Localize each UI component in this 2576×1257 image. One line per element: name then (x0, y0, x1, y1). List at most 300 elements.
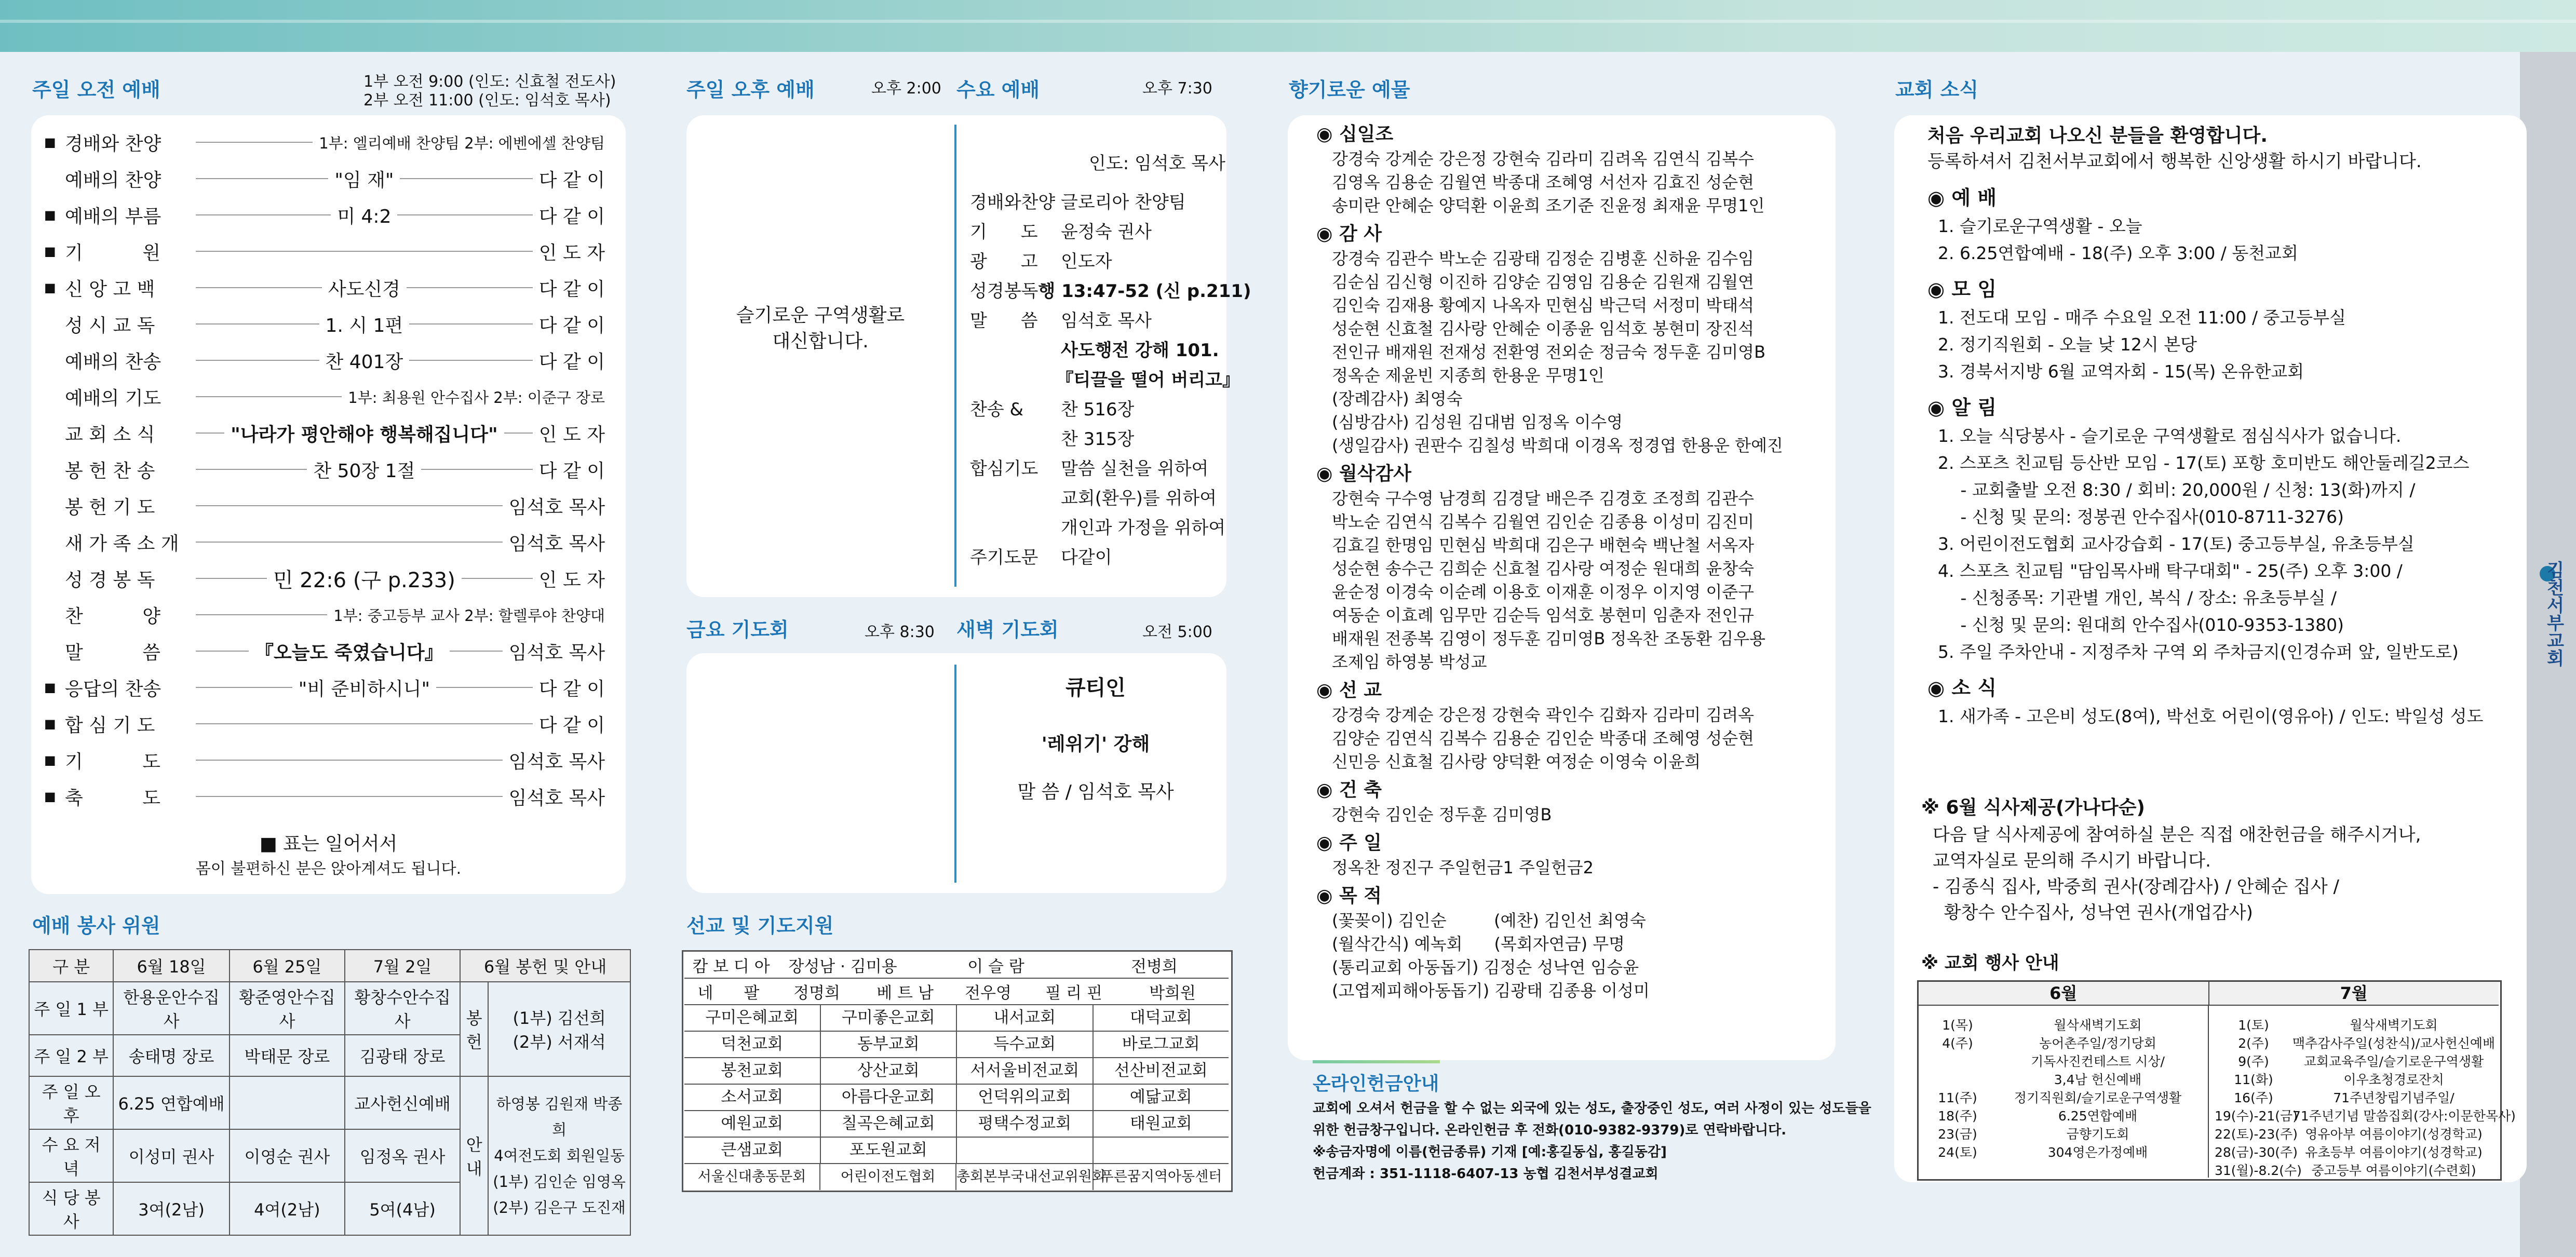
event-date: 23(금) (1938, 1127, 1977, 1142)
wed-row (970, 543, 1240, 569)
offering-names: (월삭간식) 예녹회 (목회자연금) 무명 (1332, 934, 1625, 954)
wed-row (970, 277, 1251, 302)
st-head: 7월 2일 (345, 950, 460, 982)
mission-church: 구미은혜교회 (684, 1005, 821, 1031)
event-name: 영유아부 여름이야기(성경학교) (2305, 1127, 2483, 1142)
event-name: 월삭새벽기도회 (2054, 1018, 2142, 1033)
am-seated-note: 몸이 불편하신 분은 앉아계셔도 됩니다. (195, 860, 462, 878)
wed-row (970, 513, 1240, 539)
st-cell: 황창수안수집사 (345, 982, 460, 1035)
order-leader-line (196, 142, 313, 143)
mission-church: 서서울비전교회 (957, 1058, 1094, 1084)
mission-cell: 박희원 (1149, 984, 1196, 1003)
order-leader-line (400, 178, 532, 179)
offering-group-title (1316, 119, 1393, 146)
order-leader: 임석호 목사 (508, 642, 605, 664)
wed-key: 성경봉독 (970, 281, 1039, 302)
events-divider (2208, 1005, 2209, 1178)
mission-org: 어린이전도협회 (820, 1164, 956, 1190)
order-content: "비 준비하시니" (298, 678, 430, 700)
news-section-name: 소 식 (1951, 677, 1997, 699)
wed-value: 다같이 (1061, 547, 1112, 568)
wednesday-time: 오후 7:30 (1142, 79, 1212, 98)
order-bullet: ■ (44, 680, 56, 695)
order-leader-line (196, 542, 503, 543)
missions-title: 선교 및 기도지원 (686, 914, 834, 937)
order-leader-line (196, 614, 327, 615)
order-leader-line (462, 578, 533, 579)
order-content: 미 4:2 (337, 206, 392, 227)
missions-row (684, 1085, 1229, 1111)
order-content: 찬 50장 1절 (313, 460, 415, 482)
wed-key: 기 도 (970, 222, 1038, 242)
st-head: 6월 18일 (113, 950, 230, 982)
news-item: 2. 스포츠 친교팀 등산반 모임 - 17(토) 포항 호미반도 해안둘레길2코스 (1938, 453, 2470, 473)
news-item: 2. 정기직원회 - 오늘 낮 12시 본당 (1938, 334, 2197, 355)
event-date: 31(월)-8.2(수) (2215, 1163, 2302, 1178)
mission-cell: 캄 보 디 아 (692, 957, 770, 976)
wed-key (970, 513, 1061, 539)
order-row (44, 453, 605, 486)
event-name: 금향기도회 (2066, 1127, 2129, 1142)
wed-row (970, 484, 1240, 509)
offering-group-name: 건 축 (1339, 779, 1382, 801)
st-guide-2: 4여전도회 회원일동 (494, 1147, 625, 1165)
order-leader-line (421, 469, 532, 470)
offering-names: (생일감사) 권판수 김칠성 박희대 이경옥 정경엽 한용운 한예진 (1332, 436, 1783, 455)
st-offering-1: (1부) 김선희 (512, 1008, 606, 1028)
order-row (44, 344, 605, 377)
event-name: 이우초청경로잔치 (2343, 1072, 2444, 1087)
order-bullet: ■ (44, 789, 56, 804)
order-leader-line (196, 760, 503, 761)
top-banner (0, 0, 2576, 52)
offering-names: 김인숙 김재용 황예지 나옥자 민현심 박근덕 서정미 박태석 (1332, 295, 1755, 315)
order-leader: 1부: 엘리예배 찬양팀 2부: 에벤에셀 찬양팀 (319, 134, 605, 152)
service-team-title: 예배 봉사 위원 (32, 914, 160, 937)
wednesday-title: 수요 예배 (956, 78, 1040, 101)
offering-names: (고엽제피해아동돕기) 김광태 김종용 이성미 (1332, 981, 1650, 1001)
friday-title: 금요 기도회 (686, 618, 789, 641)
order-content: 1. 시 1편 (325, 315, 403, 336)
mission-church: 상산교회 (821, 1058, 957, 1084)
mission-church: 대덕교회 (1129, 1008, 1192, 1027)
meal-line: 교역자실로 문의해 주시기 바랍니다. (1933, 850, 2211, 871)
offering-names: 성순현 신효철 김사랑 안혜순 이종윤 임석호 봉현미 장진석 (1332, 319, 1755, 339)
news-item: 3. 어린이전도협회 교사강습회 - 17(토) 중고등부실, 유초등부실 (1938, 534, 2415, 554)
offering-names: 김영옥 김용순 김월연 박종대 조혜영 서선자 김효진 성순현 (1332, 172, 1755, 192)
sunday-am-title: 주일 오전 예배 (32, 78, 160, 101)
meal-line: 황창수 안수집사, 성낙연 권사(개업감사) (1933, 902, 2253, 923)
online-account: 헌금계좌 : 351-1118-6407-13 농협 김천서부성결교회 (1313, 1166, 1658, 1182)
wednesday-leader: 인도: 임석호 목사 (1089, 153, 1225, 174)
order-leader-line (196, 178, 328, 179)
order-leader-line (196, 578, 267, 579)
st-head: 구 분 (29, 950, 113, 982)
st-guide-3: (1부) 김인순 임영옥 (493, 1173, 626, 1191)
meal-line: - 김종식 집사, 박중희 권사(장례감사) / 안혜순 집사 / (1933, 876, 2340, 897)
order-leader-line (196, 432, 224, 434)
offering-names: 조제임 하영봉 박성교 (1332, 652, 1487, 672)
offering-group-name: 감 사 (1339, 223, 1382, 245)
st-head: 6월 25일 (230, 950, 345, 982)
st-offering-2: (2부) 서재석 (512, 1032, 606, 1052)
mission-org: 총회본부국내선교위원회 (956, 1164, 1094, 1190)
news-title: 교회 소식 (1895, 78, 1979, 101)
news-section-name: 예 배 (1951, 186, 1997, 209)
event-name: 3,4남 헌신예배 (2054, 1072, 2142, 1087)
sunday-am-time1: 1부 오전 9:00 (인도: 신효철 전도사) (363, 73, 616, 91)
event-date: 4(주) (1942, 1036, 1973, 1051)
event-name: 71주년창립기념주일/ (2333, 1090, 2454, 1105)
mission-cell: 네 팔 (697, 984, 760, 1003)
sunday-pm-title: 주일 오후 예배 (686, 78, 815, 101)
wed-key (970, 484, 1061, 509)
news-section-head (1927, 391, 1997, 420)
event-date: 24(토) (1938, 1145, 1977, 1160)
order-row (44, 380, 605, 413)
online-title-accent (1313, 1060, 1440, 1063)
order-leader: 다 같 이 (538, 315, 605, 336)
missions-row (684, 979, 1229, 1005)
st-head: 6월 봉헌 및 안내 (460, 950, 630, 982)
events-july-head: 7월 (2340, 983, 2368, 1003)
news-section-name: 모 임 (1951, 278, 1997, 301)
news-item: 5. 주일 주차안내 - 지정주차 구역 외 주차금지(인경슈퍼 앞, 일반도로) (1938, 642, 2459, 662)
dawn-line1: 큐티인 (1066, 676, 1126, 700)
top-banner-stripe (0, 20, 2576, 23)
news-item: 3. 경북서지방 6월 교역자회 - 15(목) 온유한교회 (1938, 361, 2304, 382)
bullet-circle-icon: ◉ (1927, 677, 1952, 699)
order-label: 봉 헌 찬 송 (65, 460, 155, 482)
event-name: 304영은가정예배 (2047, 1145, 2148, 1160)
news-item: - 신청 및 문의: 원대희 안수집사(010-9353-1380) (1944, 615, 2344, 635)
event-name: 정기직원회/슬기로운구역생활 (2014, 1090, 2182, 1105)
st-cell: 수 요 저 녁 (29, 1129, 113, 1182)
order-leader-line (436, 687, 533, 688)
welcome-line1: 처음 우리교회 나오신 분들을 환영합니다. (1927, 125, 2268, 146)
offering-names: 김순심 김신형 이진하 김양순 김영임 김용순 김원재 김월연 (1332, 272, 1755, 292)
order-row (44, 707, 605, 740)
mission-cell: 필 리 핀 (1045, 984, 1102, 1003)
order-bullet: ■ (44, 753, 56, 767)
event-date: 9(주) (2238, 1054, 2269, 1069)
wed-value: 찬 315장 (1061, 429, 1135, 450)
st-cell: 송태명 장로 (113, 1035, 230, 1076)
event-name: 기독사진컨테스트 시상/ (2031, 1054, 2165, 1069)
order-label: 예배의 부름 (65, 206, 161, 227)
order-leader-line (196, 214, 331, 215)
events-header (1919, 982, 2499, 1006)
sunday-pm-body2: 대신합니다. (772, 331, 869, 352)
order-bullet: ■ (44, 244, 56, 259)
pm-wed-divider (954, 125, 956, 587)
order-row (44, 780, 605, 813)
offering-group-title (1316, 828, 1382, 855)
wed-key: 광 고 (970, 251, 1038, 272)
event-date: 1(토) (2238, 1018, 2269, 1033)
st-cell: 5여(4남) (345, 1182, 460, 1235)
order-label: 예배의 찬송 (65, 351, 161, 373)
order-leader-line (397, 214, 532, 215)
missions-row (684, 952, 1229, 979)
news-section-head (1927, 672, 1997, 700)
order-label: 예배의 찬양 (65, 169, 161, 191)
mission-cell: 전병희 (1131, 957, 1178, 976)
wed-row (970, 454, 1240, 480)
offering-names: 정옥순 제윤빈 지종희 한용운 무명1인 (1332, 366, 1604, 385)
offerings-title: 향기로운 예물 (1289, 78, 1410, 101)
missions-row (684, 1138, 1229, 1164)
wed-key (970, 366, 1056, 391)
event-name: 농어촌주일/정기당회 (2039, 1036, 2156, 1051)
offering-names: 신민응 신효철 김사랑 양덕환 여정순 이영숙 이윤희 (1332, 752, 1701, 772)
church-side-title: 김천서부교회 (2543, 561, 2564, 667)
order-content: 『오늘도 죽였습니다』 (254, 642, 443, 664)
offering-group-name: 목 적 (1339, 885, 1382, 907)
wed-value: 말씀 실천을 위하여 (1061, 458, 1209, 479)
st-cell: 주 일 2 부 (29, 1035, 113, 1076)
order-leader: 다 같 이 (538, 206, 605, 227)
offering-names: 강경숙 강계순 강은정 강현숙 곽인수 김화자 김라미 김려옥 (1332, 705, 1755, 725)
offering-names: 김효길 한명임 민현심 박희대 김은구 배현숙 백난철 서옥자 (1332, 535, 1755, 555)
sunday-pm-body1: 슬기로운 구역생활로 (736, 305, 905, 326)
wed-value: 『티끌을 떨어 버리고』 (1056, 370, 1240, 390)
offering-group-title (1316, 675, 1382, 702)
st-cell: 6.25 연합예배 (113, 1076, 230, 1129)
order-leader: 1부: 중고등부 교사 2부: 할렐루야 찬양대 (333, 606, 605, 625)
wed-key: 경배와찬양 (970, 192, 1056, 213)
order-label: 새 가 족 소 개 (65, 533, 179, 555)
mission-church: 내서교회 (957, 1005, 1094, 1031)
offering-group-title (1316, 881, 1382, 908)
order-label: 축 도 (65, 787, 160, 809)
news-item: - 교회출발 오전 8:30 / 회비: 20,000원 / 신청: 13(화)까지 / (1944, 480, 2416, 500)
order-row (44, 562, 605, 595)
wed-value: 인도자 (1061, 251, 1112, 272)
news-item: 2. 6.25연합예배 - 18(주) 오후 3:00 / 동천교회 (1938, 243, 2298, 263)
order-leader-line (196, 723, 533, 724)
order-label: 응답의 찬송 (65, 678, 161, 700)
mission-church (1094, 1138, 1229, 1163)
mission-church: 평택수정교회 (957, 1111, 1094, 1137)
bullet-circle-icon: ◉ (1316, 832, 1339, 854)
mission-church: 칠곡은혜교회 (821, 1111, 957, 1137)
offering-names: 정옥찬 정진구 주일헌금1 주일헌금2 (1332, 858, 1594, 877)
offering-names: 여동순 이효례 임무만 김순득 임석호 봉현미 임춘자 전인규 (1332, 605, 1755, 625)
news-item: 1. 슬기로운구역생활 - 오늘 (1938, 216, 2142, 236)
st-cell: 주 일 오 후 (29, 1076, 113, 1129)
order-leader: 다 같 이 (538, 460, 605, 482)
st-cell: 임정옥 권사 (345, 1129, 460, 1182)
event-date: 22(토)-23(주) (2215, 1127, 2298, 1142)
mission-church: 예원교회 (684, 1111, 821, 1137)
events-title: ※ 교회 행사 안내 (1921, 953, 2059, 974)
offering-names: 강현숙 김인순 정두훈 김미영B (1332, 805, 1552, 825)
order-leader: 다 같 이 (538, 278, 605, 300)
event-date: 11(주) (1938, 1090, 1977, 1105)
offering-names: 송미란 안혜순 양덕환 이윤희 조기준 진윤정 최재윤 무명1인 (1332, 196, 1765, 215)
online-line3: ※송금자명에 이름(헌금종류) 기재 [예:홍길동십, 홍길동감] (1313, 1144, 1667, 1160)
order-row (44, 271, 605, 304)
order-leader: 다 같 이 (538, 169, 605, 191)
offering-names: 김양순 김연식 김복수 김용순 김인순 박종대 조혜영 성순현 (1332, 728, 1755, 748)
st-guide (488, 1076, 630, 1235)
mission-cell: 장성남 · 김미용 (788, 957, 897, 976)
order-content: 사도신경 (328, 278, 400, 300)
order-leader-line (196, 469, 307, 470)
bullet-circle-icon: ◉ (1316, 680, 1339, 701)
online-line2: 위한 헌금창구입니다. 온라인헌금 후 전화(010-9382-9379)로 연락바랍니다. (1313, 1123, 1787, 1138)
order-row (44, 525, 605, 559)
bullet-circle-icon: ◉ (1316, 779, 1339, 801)
news-item: 1. 오늘 식당봉사 - 슬기로운 구역생활로 점심식사가 없습니다. (1938, 426, 2402, 446)
order-leader-line (409, 360, 533, 361)
order-bullet: ■ (44, 208, 56, 222)
order-row (44, 416, 605, 450)
st-offering-label: 봉 헌 (460, 982, 488, 1076)
news-section-name: 알 림 (1951, 396, 1997, 419)
order-leader: 인 도 자 (538, 242, 605, 264)
missions-row (684, 1058, 1229, 1085)
order-leader-line (196, 323, 319, 325)
order-row (44, 489, 605, 522)
mission-church: 구미좋은교회 (821, 1005, 957, 1031)
order-label: 봉 헌 기 도 (65, 496, 155, 518)
missions-rows (684, 952, 1229, 1190)
st-guide-label: 안 내 (460, 1076, 488, 1235)
st-cell (230, 1076, 345, 1129)
order-content: 민 22:6 (구 p.233) (273, 568, 455, 592)
offering-names: 배재원 전종복 김영이 정두훈 김미영B 정옥찬 조동환 김우용 (1332, 629, 1766, 648)
order-label: 합 심 기 도 (65, 714, 155, 736)
wed-row (970, 395, 1240, 421)
order-row (44, 307, 605, 341)
mission-church: 포도원교회 (821, 1138, 957, 1163)
meal-line: 다음 달 식사제공에 참여하실 분은 직접 애찬헌금을 해주시거나, (1933, 825, 2421, 845)
order-row (44, 744, 605, 777)
offering-names: 강경숙 김관수 박노순 김광태 김정순 김병훈 신하윤 김수임 (1332, 249, 1755, 268)
mission-church: 선산비전교회 (1114, 1061, 1208, 1080)
mission-church: 덕천교회 (684, 1032, 821, 1057)
st-cell: 박태문 장로 (230, 1035, 345, 1076)
wed-key: 합심기도 (970, 458, 1039, 479)
order-leader: 다 같 이 (538, 714, 605, 736)
meal-title: ※ 6월 식사제공(가나다순) (1921, 797, 2146, 818)
order-content: 찬 401장 (325, 351, 403, 373)
st-cell: 이성미 권사 (113, 1129, 230, 1182)
st-guide-1: 하영봉 김원재 박종희 (496, 1095, 623, 1139)
mission-church: 소서교회 (684, 1085, 821, 1110)
offering-names: 윤순정 이경숙 이순례 이용호 이재훈 이정우 이지영 이준구 (1332, 582, 1755, 602)
wed-value: 임석호 목사 (1061, 310, 1152, 331)
wed-row (970, 188, 1240, 213)
wed-row (970, 366, 1240, 391)
order-leader: 인 도 자 (538, 569, 605, 591)
wed-value: 행 13:47-52 (신 p.211) (1038, 281, 1251, 302)
bullet-circle-icon: ◉ (1927, 186, 1952, 209)
order-row (44, 634, 605, 668)
order-row (44, 671, 605, 704)
fri-dawn-divider (954, 665, 956, 883)
wed-value: 윤정숙 권사 (1061, 222, 1152, 242)
order-leader: 1부: 최용원 안수집사 2부: 이준구 장로 (348, 388, 605, 407)
bullet-circle-icon: ◉ (1316, 124, 1339, 145)
order-leader: 임석호 목사 (508, 751, 605, 773)
mission-church: 바로그교회 (1122, 1035, 1200, 1053)
st-cell: 교사헌신예배 (345, 1076, 460, 1129)
order-label: 성 경 봉 독 (65, 569, 155, 591)
order-label: 말 씀 (65, 642, 160, 664)
order-label: 예배의 기도 (65, 387, 161, 409)
event-date: 16(주) (2234, 1090, 2273, 1105)
online-title: 온라인헌금안내 (1313, 1073, 1439, 1094)
event-date: 1(목) (1942, 1018, 1973, 1033)
order-leader-line (196, 796, 503, 797)
order-leader-line (196, 287, 322, 288)
order-leader: 다 같 이 (538, 678, 605, 700)
wed-value: 글로리아 찬양팀 (1061, 192, 1186, 213)
order-leader: 임석호 목사 (508, 533, 605, 555)
st-cell: 3여(2남) (113, 1182, 230, 1235)
offering-names: 강현숙 구수영 남경희 김경달 배은주 김경호 조정희 김관수 (1332, 489, 1755, 508)
bullet-circle-icon: ◉ (1927, 278, 1952, 301)
mission-church: 예닮교회 (1129, 1088, 1192, 1106)
offering-group-title (1316, 219, 1382, 246)
offering-names: 박노순 김연식 김복수 김월연 김인순 김종용 이성미 김진미 (1332, 512, 1755, 532)
order-bullet: ■ (44, 717, 56, 731)
friday-time: 오후 8:30 (865, 623, 935, 641)
news-item: - 신청 및 문의: 정봉권 안수집사(010-8711-3276) (1944, 507, 2344, 527)
events-june-head: 6월 (1919, 982, 2209, 1005)
dawn-time: 오전 5:00 (1142, 623, 1212, 641)
event-name: 월삭새벽기도회 (2350, 1018, 2438, 1033)
order-leader-line (407, 287, 533, 288)
wed-key: 찬송 & (970, 399, 1024, 420)
mission-org: 푸른꿈지역아동센터 (1100, 1169, 1222, 1185)
mission-church: 봉천교회 (684, 1058, 821, 1084)
mission-cell: 정명희 (793, 984, 840, 1003)
mission-church: 득수교회 (957, 1032, 1094, 1057)
event-name: 유초등부 여름이야기(성경학교) (2305, 1145, 2483, 1160)
st-cell: 식 당 봉 사 (29, 1182, 113, 1235)
order-leader-line (196, 251, 533, 252)
dawn-line2: '레위기' 강해 (1041, 734, 1150, 755)
event-name: 6.25연합예배 (2058, 1109, 2138, 1124)
order-leader-line (504, 432, 533, 434)
welcome-line2: 등록하셔서 김천서부교회에서 행복한 신앙생활 하시기 바랍니다. (1927, 151, 2422, 172)
offering-names: (통리교회 아동돕기) 김정순 성낙연 임승윤 (1332, 957, 1639, 977)
dawn-line3: 말 씀 / 임석호 목사 (1017, 781, 1174, 803)
order-row (44, 198, 605, 232)
mission-org: 서울신대총동문회 (684, 1164, 820, 1190)
order-content: "나라가 평안해야 행복해집니다" (231, 424, 498, 445)
st-cell: 김광태 장로 (345, 1035, 460, 1076)
offering-group-title (1316, 775, 1382, 802)
offering-group-name: 월삭감사 (1339, 463, 1412, 484)
offering-names: (심방감사) 김성원 김대범 임정옥 이수영 (1332, 412, 1623, 432)
offering-names: 강경숙 강계순 강은정 강현숙 김라미 김려옥 김연식 김복수 (1332, 149, 1755, 169)
wed-row (970, 336, 1240, 361)
order-label: 경배와 찬양 (65, 133, 161, 155)
offering-group-name: 십일조 (1339, 124, 1394, 145)
st-offering (488, 982, 630, 1076)
event-name: 71주년기념 말씀집회(강사:이문한목사) (2292, 1109, 2516, 1124)
news-item: - 신청종목: 기관별 개인, 복식 / 장소: 유초등부실 / (1944, 588, 2337, 608)
wed-row (970, 306, 1240, 332)
order-bullet: ■ (44, 280, 56, 295)
order-leader: 인 도 자 (538, 424, 605, 445)
